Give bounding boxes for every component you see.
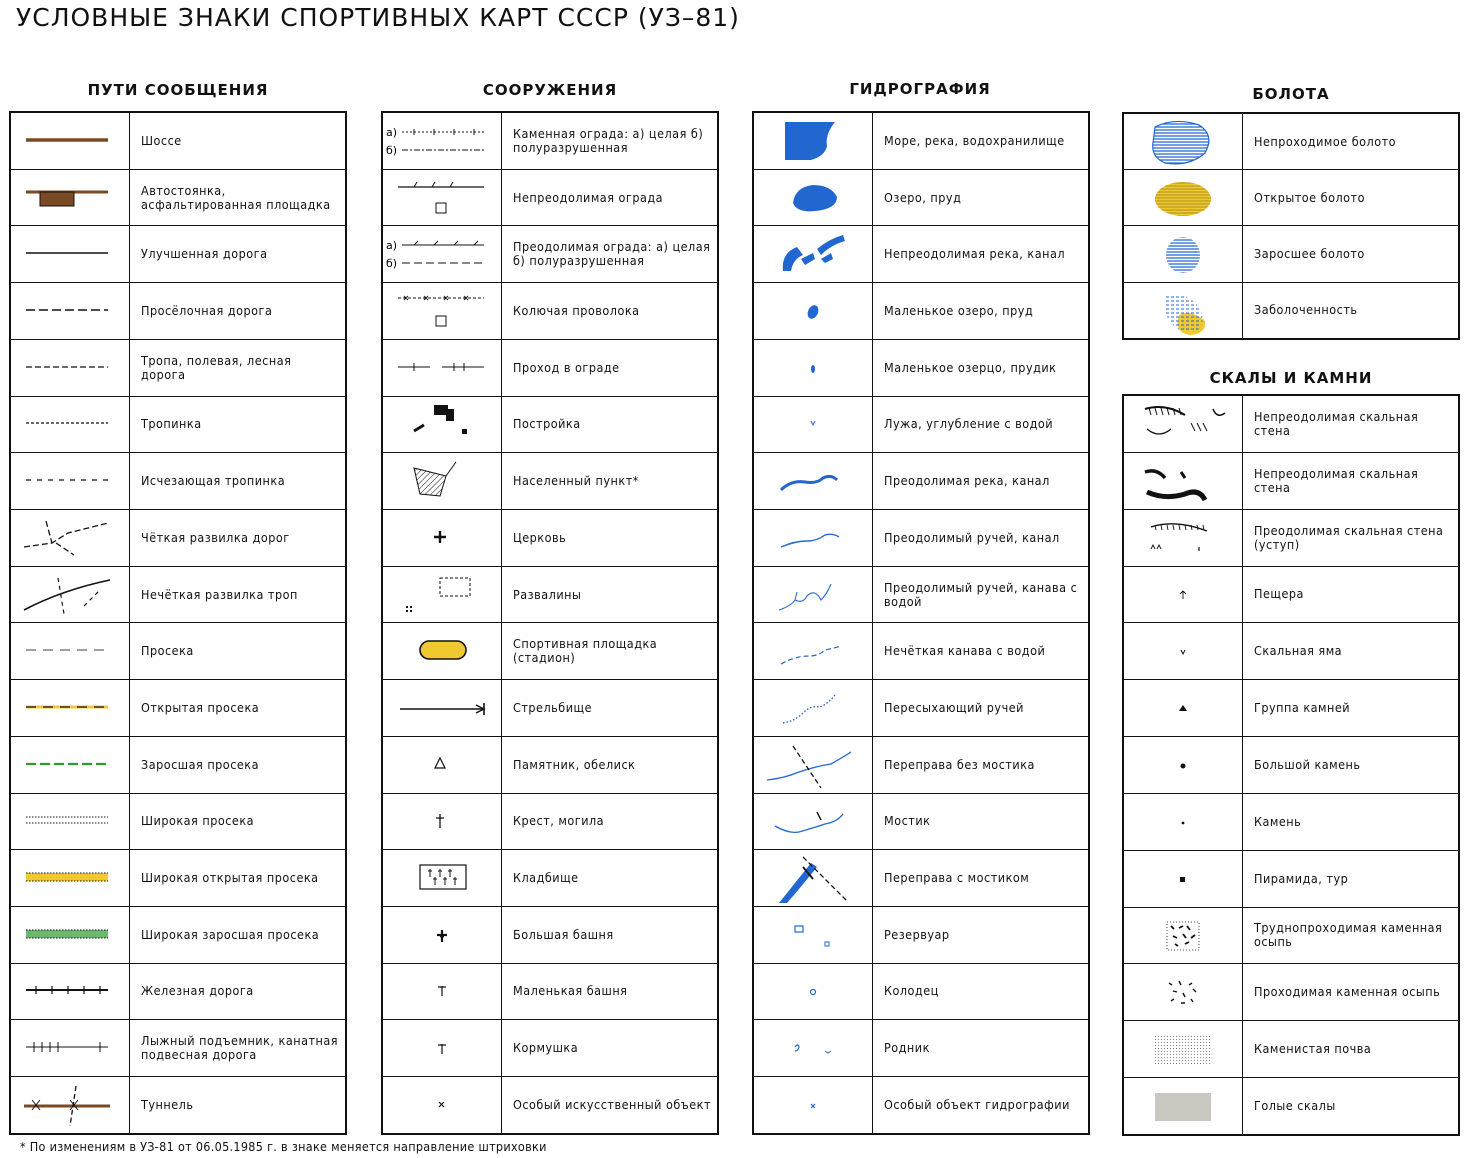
legend-row	[1123, 226, 1459, 282]
legend-label: Железная дорога	[130, 963, 347, 1020]
legend-row	[1123, 907, 1459, 964]
legend-label: Тропинка	[130, 396, 347, 453]
legend-row	[382, 226, 718, 283]
spring-icon	[753, 1020, 873, 1077]
reservoir-icon	[753, 906, 873, 963]
legend-row	[1123, 452, 1459, 509]
legend-label: Море, река, водохранилище	[873, 112, 1090, 169]
legend-label: Постройка	[502, 396, 719, 453]
legend-label: Голые скалы	[1243, 1078, 1460, 1136]
legend-label: Пещера	[1243, 566, 1460, 623]
variant-mark-b: б)	[386, 257, 398, 271]
legend-row	[753, 566, 1089, 623]
railway-icon	[10, 963, 130, 1020]
legend-label: Особый искусственный объект	[502, 1077, 719, 1134]
legend-label: Лужа, углубление с водой	[873, 396, 1090, 453]
difficult-scree-icon	[1123, 907, 1243, 964]
legend-label: Лыжный подъемник, канатная подвесная дорога	[130, 1020, 347, 1077]
legend-label: Открытая просека	[130, 680, 347, 737]
drying-stream-icon	[753, 680, 873, 737]
legend-row	[10, 226, 346, 283]
legend-row	[1123, 850, 1459, 907]
legend-row	[753, 396, 1089, 453]
legend-label: Каменистая почва	[1243, 1021, 1460, 1078]
legend-row	[1123, 282, 1459, 339]
solid-line-icon	[10, 226, 130, 283]
overgrown-cutting-line-icon	[10, 736, 130, 793]
legend-label: Большой камень	[1243, 737, 1460, 794]
tunnel-icon	[10, 1077, 130, 1134]
open-marsh-icon	[1123, 170, 1243, 226]
legend-label: Мостик	[873, 793, 1090, 850]
boulder-icon	[1123, 793, 1243, 850]
wetland-icon	[1123, 282, 1243, 339]
legend-row	[1123, 509, 1459, 566]
legend-row	[382, 566, 718, 623]
legend-row	[753, 680, 1089, 737]
section-title-hydrography: ГИДРОГРАФИЯ	[849, 80, 991, 98]
open-cutting-line-icon	[10, 680, 130, 737]
legend-row	[10, 680, 346, 737]
clear-fork-icon	[10, 509, 130, 566]
legend-label: Широкая просека	[130, 793, 347, 850]
legend-label: Переправа с мостиком	[873, 850, 1090, 907]
church-cross-icon	[382, 509, 502, 566]
stream-icon	[753, 509, 873, 566]
medium-dash-line-icon	[10, 339, 130, 396]
passable-river-icon	[753, 453, 873, 510]
legend-row	[10, 793, 346, 850]
legend-row	[10, 509, 346, 566]
variant-mark-a: а)	[386, 125, 398, 139]
legend-row	[382, 850, 718, 907]
footnote: * По изменениям в УЗ-81 от 06.05.1985 г. в знаке меняется направление штриховки	[20, 1139, 547, 1154]
legend-label: Труднопроходимая каменная осыпь	[1243, 907, 1460, 964]
legend-row	[382, 453, 718, 510]
legend-label: Маленькая башня	[502, 963, 719, 1020]
monument-icon	[382, 736, 502, 793]
legend-label: Заросшее болото	[1243, 226, 1460, 282]
tiny-lake-icon	[753, 339, 873, 396]
legend-table-hydrography	[752, 111, 1090, 1135]
variant-mark-b: б)	[386, 143, 398, 157]
cliff-hatched-icon	[1123, 395, 1243, 452]
legend-row	[753, 623, 1089, 680]
stony-ground-icon	[1123, 1021, 1243, 1078]
grave-cross-icon	[382, 793, 502, 850]
legend-row	[10, 1077, 346, 1134]
legend-label: Развалины	[502, 566, 719, 623]
legend-row	[1123, 1021, 1459, 1078]
legend-row	[382, 1077, 718, 1134]
legend-row	[1123, 623, 1459, 680]
legend-label: Широкая заросшая просека	[130, 906, 347, 963]
legend-table-marshes	[1122, 112, 1460, 340]
legend-label: Автостоянка, асфальтированная площадка	[130, 169, 347, 226]
legend-label: Церковь	[502, 509, 719, 566]
legend-label: Колючая проволока	[502, 283, 719, 340]
legend-label: Родник	[873, 1020, 1090, 1077]
legend-row	[10, 566, 346, 623]
legend-row	[753, 339, 1089, 396]
cairn-icon	[1123, 850, 1243, 907]
legend-row	[1123, 113, 1459, 170]
legend-row	[382, 623, 718, 680]
legend-row	[10, 112, 346, 169]
fence-gap-icon	[382, 339, 502, 396]
legend-label: Туннель	[130, 1077, 347, 1134]
legend-row	[382, 793, 718, 850]
legend-label: Просёлочная дорога	[130, 283, 347, 340]
section-title-marshes: БОЛОТА	[1252, 85, 1330, 103]
legend-label: Непреодолимая река, канал	[873, 226, 1090, 283]
legend-row	[10, 906, 346, 963]
legend-row	[382, 339, 718, 396]
passable-fence-icon	[382, 226, 502, 283]
crossing-no-bridge-icon	[753, 736, 873, 793]
legend-label: Спортивная площадка (стадион)	[502, 623, 719, 680]
small-lake-icon	[753, 283, 873, 340]
legend-label: Каменная ограда: а) целая б) полуразрушенная	[502, 112, 719, 169]
legend-row	[1123, 793, 1459, 850]
legend-row	[382, 1020, 718, 1077]
lake-blob-icon	[753, 169, 873, 226]
legend-label: Группа камней	[1243, 680, 1460, 737]
buildings-icon	[382, 396, 502, 453]
legend-row	[1123, 737, 1459, 794]
legend-row	[753, 850, 1089, 907]
legend-label: Переправа без мостика	[873, 736, 1090, 793]
boulder-group-icon	[1123, 680, 1243, 737]
legend-label: Исчезающая тропинка	[130, 453, 347, 510]
well-icon	[753, 963, 873, 1020]
legend-row	[382, 680, 718, 737]
ditch-icon	[753, 566, 873, 623]
legend-row	[753, 736, 1089, 793]
cemetery-icon	[382, 850, 502, 907]
legend-label: Просека	[130, 623, 347, 680]
stadium-icon	[382, 623, 502, 680]
bare-rock-icon	[1123, 1078, 1243, 1136]
legend-row	[1123, 964, 1459, 1021]
legend-row	[382, 169, 718, 226]
legend-label: Широкая открытая просека	[130, 850, 347, 907]
legend-label: Преодолимая река, канал	[873, 453, 1090, 510]
legend-row	[10, 736, 346, 793]
impassable-river-icon	[753, 226, 873, 283]
legend-label: Кладбище	[502, 850, 719, 907]
barbed-wire-icon	[382, 283, 502, 340]
legend-label: Резервуар	[873, 906, 1090, 963]
short-dash-line-icon	[10, 396, 130, 453]
legend-row	[753, 169, 1089, 226]
puddle-icon	[753, 396, 873, 453]
legend-label: Непреодолимая скальная стена	[1243, 395, 1460, 452]
legend-row	[382, 906, 718, 963]
legend-row	[753, 963, 1089, 1020]
legend-row	[753, 906, 1089, 963]
legend-label: Камень	[1243, 793, 1460, 850]
legend-label: Преодолимый ручей, канава с водой	[873, 566, 1090, 623]
special-hydro-x-icon	[753, 1077, 873, 1134]
unclear-ditch-icon	[753, 623, 873, 680]
legend-label: Преодолимая скальная стена (уступ)	[1243, 509, 1460, 566]
section-title-structures: СООРУЖЕНИЯ	[482, 81, 618, 99]
legend-label: Кормушка	[502, 1020, 719, 1077]
cliff-solid-icon	[1123, 452, 1243, 509]
legend-table-structures	[381, 111, 719, 1135]
legend-row	[1123, 1078, 1459, 1136]
wide-overgrown-cutting-icon	[10, 906, 130, 963]
legend-label: Стрельбище	[502, 680, 719, 737]
variant-mark-a: а)	[386, 239, 398, 253]
legend-label: Улучшенная дорога	[130, 226, 347, 283]
legend-label: Проходимая каменная осыпь	[1243, 964, 1460, 1021]
legend-row	[753, 793, 1089, 850]
wide-cutting-icon	[10, 793, 130, 850]
legend-row	[382, 509, 718, 566]
ski-lift-icon	[10, 1020, 130, 1077]
legend-label: Нечёткая развилка троп	[130, 566, 347, 623]
legend-label: Нечёткая канава с водой	[873, 623, 1090, 680]
long-dash-line-icon	[10, 283, 130, 340]
legend-row	[382, 112, 718, 169]
passable-scree-icon	[1123, 964, 1243, 1021]
legend-label: Памятник, обелиск	[502, 736, 719, 793]
legend-label: Пирамида, тур	[1243, 850, 1460, 907]
unclear-fork-icon	[10, 566, 130, 623]
cave-icon	[1123, 566, 1243, 623]
legend-label: Проход в ограде	[502, 339, 719, 396]
legend-label: Преодолимая ограда: а) целая б) полуразрушенная	[502, 226, 719, 283]
legend-row	[10, 963, 346, 1020]
big-tower-icon	[382, 906, 502, 963]
legend-row	[382, 396, 718, 453]
legend-table-rocks	[1122, 394, 1460, 1136]
special-object-x-icon	[382, 1077, 502, 1134]
legend-row	[10, 396, 346, 453]
legend-label: Колодец	[873, 963, 1090, 1020]
legend-row	[10, 169, 346, 226]
legend-label: Пересыхающий ручей	[873, 680, 1090, 737]
footbridge-icon	[753, 793, 873, 850]
legend-row	[753, 509, 1089, 566]
legend-label: Крест, могила	[502, 793, 719, 850]
legend-row	[753, 283, 1089, 340]
impassable-marsh-icon	[1123, 113, 1243, 170]
legend-row	[382, 283, 718, 340]
legend-label: Заросшая просека	[130, 736, 347, 793]
legend-row	[1123, 566, 1459, 623]
ruins-icon	[382, 566, 502, 623]
legend-row	[10, 850, 346, 907]
legend-row	[10, 453, 346, 510]
legend-row	[382, 736, 718, 793]
parking-lot-icon	[10, 169, 130, 226]
stone-wall-icon	[382, 112, 502, 169]
legend-label: Особый объект гидрографии	[873, 1077, 1090, 1134]
legend-label: Преодолимый ручей, канал	[873, 509, 1090, 566]
impassable-fence-icon	[382, 169, 502, 226]
legend-row	[753, 1020, 1089, 1077]
legend-row	[753, 226, 1089, 283]
legend-label: Шоссе	[130, 112, 347, 169]
legend-row	[10, 623, 346, 680]
legend-row	[10, 283, 346, 340]
settlement-icon	[382, 453, 502, 510]
small-tower-icon	[382, 963, 502, 1020]
sea-blob-icon	[753, 112, 873, 169]
legend-row	[753, 1077, 1089, 1134]
legend-label: Маленькое озеро, пруд	[873, 283, 1090, 340]
legend-row	[1123, 680, 1459, 737]
legend-label: Маленькое озерцо, прудик	[873, 339, 1090, 396]
legend-row	[10, 1020, 346, 1077]
legend-row	[1123, 170, 1459, 226]
cutting-line-icon	[10, 623, 130, 680]
legend-label: Непреодолимая скальная стена	[1243, 452, 1460, 509]
feeder-icon	[382, 1020, 502, 1077]
legend-row	[1123, 395, 1459, 452]
large-boulder-icon	[1123, 737, 1243, 794]
legend-label: Скальная яма	[1243, 623, 1460, 680]
legend-row	[753, 453, 1089, 510]
legend-label: Открытое болото	[1243, 170, 1460, 226]
legend-label: Озеро, пруд	[873, 169, 1090, 226]
overgrown-marsh-icon	[1123, 226, 1243, 282]
legend-label: Заболоченность	[1243, 282, 1460, 339]
legend-label: Непреодолимая ограда	[502, 169, 719, 226]
section-title-rocks: СКАЛЫ И КАМНИ	[1209, 369, 1373, 387]
brown-road-line-icon	[10, 112, 130, 169]
passable-cliff-icon	[1123, 509, 1243, 566]
rock-pit-icon	[1123, 623, 1243, 680]
legend-row	[10, 339, 346, 396]
legend-row	[382, 963, 718, 1020]
legend-label: Чёткая развилка дорог	[130, 509, 347, 566]
legend-label: Непроходимое болото	[1243, 113, 1460, 170]
legend-label: Тропа, полевая, лесная дорога	[130, 339, 347, 396]
wide-open-cutting-icon	[10, 850, 130, 907]
sparse-dash-line-icon	[10, 453, 130, 510]
page-title: УСЛОВНЫЕ ЗНАКИ СПОРТИВНЫХ КАРТ СССР (УЗ–81)	[16, 3, 740, 32]
crossing-bridge-icon	[753, 850, 873, 907]
legend-row	[753, 112, 1089, 169]
legend-label: Населенный пункт*	[502, 453, 719, 510]
legend-table-roads	[9, 111, 347, 1135]
shooting-range-icon	[382, 680, 502, 737]
legend-label: Большая башня	[502, 906, 719, 963]
section-title-roads: ПУТИ СООБЩЕНИЯ	[87, 81, 269, 99]
